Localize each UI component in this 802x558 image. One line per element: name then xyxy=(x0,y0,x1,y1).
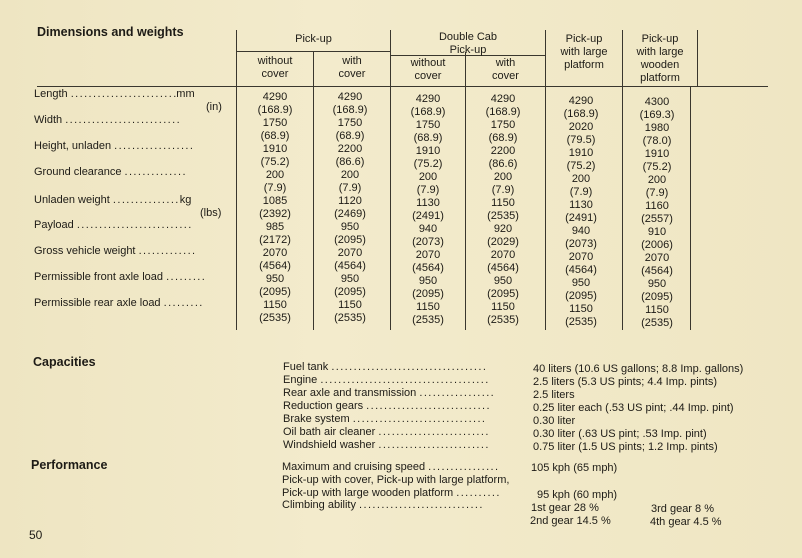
subheader-with-cover xyxy=(466,57,545,83)
data-column xyxy=(242,91,308,325)
cell: 950 xyxy=(340,273,360,285)
cell: 1750 xyxy=(337,117,363,129)
cell: (2073) xyxy=(565,238,597,250)
cell: (2073) xyxy=(412,236,444,248)
unit-label: .mm xyxy=(173,88,195,100)
group-header-line: Pick-up xyxy=(565,33,603,45)
capacity-label xyxy=(283,387,495,400)
gear-value: 4th gear 4.5 % xyxy=(650,516,722,528)
cell: 920 xyxy=(493,223,513,235)
cell: (7.9) xyxy=(416,184,440,196)
capacity-value: 2.5 liters xyxy=(533,389,575,401)
cell: (7.9) xyxy=(645,187,669,199)
capacity-label xyxy=(283,426,490,439)
capacity-label xyxy=(283,400,491,413)
capacity-label xyxy=(283,361,487,374)
capacity-value: 40 liters (10.6 US gallons; 8.8 Imp. gallons) xyxy=(533,363,744,375)
divider xyxy=(237,51,390,52)
cell: 1130 xyxy=(569,199,593,211)
cell: (86.6) xyxy=(335,156,365,168)
capacity-name: Rear axle and transmission xyxy=(283,387,417,399)
cell: 1750 xyxy=(262,117,288,129)
cell: (168.9) xyxy=(563,108,599,120)
cell: 200 xyxy=(265,169,285,181)
row-label-length xyxy=(34,88,195,101)
cell: 950 xyxy=(647,278,667,290)
row-label-text: Unladen weight xyxy=(34,194,110,206)
capacity-name: Oil bath air cleaner xyxy=(283,426,376,438)
cell: 940 xyxy=(418,223,438,235)
leader-dots: .................. xyxy=(114,140,195,152)
cell: (2557) xyxy=(641,213,673,225)
cell: (7.9) xyxy=(569,186,593,198)
cell: (2172) xyxy=(259,234,291,246)
cell: 1150 xyxy=(263,299,287,311)
cell: 1980 xyxy=(644,122,670,134)
subheader-without-cover xyxy=(391,57,465,83)
cell: (68.9) xyxy=(260,130,290,142)
leader-dots: .......................... xyxy=(76,219,193,231)
cell: (2469) xyxy=(334,208,366,220)
row-label-width xyxy=(34,114,181,127)
performance-value: 95 kph (60 mph) xyxy=(537,489,618,501)
cell: 1120 xyxy=(338,195,362,207)
divider xyxy=(313,86,314,330)
cell: 1750 xyxy=(490,119,516,131)
capacity-label xyxy=(283,439,490,452)
subheader-line: with xyxy=(495,57,516,69)
cell: (86.6) xyxy=(488,158,518,170)
cell: (75.2) xyxy=(413,158,443,170)
cell: 1150 xyxy=(416,301,440,313)
cell: (2535) xyxy=(412,314,444,326)
group-header-line: wooden xyxy=(640,59,680,71)
cell: (2095) xyxy=(412,288,444,300)
cell: 4290 xyxy=(337,91,363,103)
leader-dots: .......................... xyxy=(65,114,182,126)
row-label-text: Width xyxy=(34,114,63,126)
leader-dots: .............. xyxy=(124,166,187,178)
group-header-line: with large xyxy=(560,46,608,58)
row-label-payload xyxy=(34,219,193,232)
cell: 2070 xyxy=(644,252,670,264)
cell: (2095) xyxy=(334,234,366,246)
cell: (4564) xyxy=(259,260,291,272)
cell: 1150 xyxy=(491,301,515,313)
divider xyxy=(390,86,391,330)
row-label-height xyxy=(34,140,194,153)
divider xyxy=(690,86,691,330)
cell: 200 xyxy=(418,171,438,183)
leader-dots: .......... xyxy=(456,487,501,499)
capacity-name: Fuel tank xyxy=(283,361,329,373)
cell: (2095) xyxy=(259,286,291,298)
cell: 1130 xyxy=(416,197,440,209)
capacity-value: 0.30 liter (.63 US pint; .53 Imp. pint) xyxy=(533,428,707,440)
row-label-unladen xyxy=(34,194,191,207)
capacity-value: 0.30 liter xyxy=(533,415,576,427)
subheader-line: without xyxy=(410,57,446,69)
capacity-label xyxy=(283,374,490,387)
group-header-doublecab xyxy=(391,31,545,57)
data-column xyxy=(624,96,690,330)
subheader-without-cover xyxy=(237,55,313,81)
cell: (2029) xyxy=(487,236,519,248)
cell: 1910 xyxy=(415,145,441,157)
subheader-line: cover xyxy=(414,70,442,82)
leader-dots: ............... xyxy=(112,194,180,206)
cell: (75.2) xyxy=(566,160,596,172)
group-header-line: Pick-up xyxy=(449,44,487,56)
cell: (4564) xyxy=(412,262,444,274)
leader-dots: ...................................... xyxy=(320,374,490,386)
gear-value: 3rd gear 8 % xyxy=(651,503,714,515)
cell: 1160 xyxy=(645,200,669,212)
performance-label: Pick-up with cover, Pick-up with large platform, xyxy=(282,474,510,486)
cell: (2491) xyxy=(565,212,597,224)
group-header-large-platform xyxy=(546,33,622,72)
divider xyxy=(236,86,237,330)
cell: 950 xyxy=(265,273,285,285)
subheader-line: cover xyxy=(261,68,289,80)
cell: (168.9) xyxy=(257,104,293,116)
capacities-title: Capacities xyxy=(33,355,96,369)
divider xyxy=(622,86,623,330)
cell: (4564) xyxy=(565,264,597,276)
cell: 1085 xyxy=(262,195,288,207)
row-label-text: Permissible rear axle load xyxy=(34,297,161,309)
cell: (2095) xyxy=(565,290,597,302)
leader-dots: ............................ xyxy=(359,499,484,511)
cell: 1150 xyxy=(645,304,669,316)
page-number: 50 xyxy=(29,528,43,542)
row-label-text: Length xyxy=(34,88,68,100)
group-header-line: Double Cab xyxy=(438,31,498,43)
cell: 1150 xyxy=(569,303,593,315)
group-header-pickup: Pick-up xyxy=(295,33,332,45)
performance-value: 105 kph (65 mph) xyxy=(531,462,618,474)
cell: (7.9) xyxy=(263,182,287,194)
leader-dots: ......................... xyxy=(378,439,490,451)
leader-dots: ................. xyxy=(419,387,496,399)
cell: 200 xyxy=(647,174,667,186)
row-label-ground xyxy=(34,166,187,179)
unit-inch: (in) xyxy=(206,101,222,113)
cell: 950 xyxy=(340,221,360,233)
data-column xyxy=(548,95,614,329)
cell: 985 xyxy=(265,221,285,233)
cell: (2095) xyxy=(487,288,519,300)
cell: 2070 xyxy=(568,251,594,263)
capacity-name: Windshield washer xyxy=(283,439,376,451)
cell: (7.9) xyxy=(491,184,515,196)
leader-dots: ................ xyxy=(428,461,500,473)
cell: (68.9) xyxy=(488,132,518,144)
cell: 1150 xyxy=(491,197,515,209)
cell: (4564) xyxy=(487,262,519,274)
cell: 4290 xyxy=(415,93,441,105)
cell: 950 xyxy=(418,275,438,287)
subheader-line: with xyxy=(342,55,362,67)
cell: (168.9) xyxy=(410,106,446,118)
row-label-text: Ground clearance xyxy=(34,166,122,178)
cell: (2491) xyxy=(412,210,444,222)
cell: 2070 xyxy=(337,247,363,259)
cell: (168.9) xyxy=(332,104,368,116)
cell: (168.9) xyxy=(485,106,521,118)
capacity-name: Engine xyxy=(283,374,318,386)
capacity-name: Brake system xyxy=(283,413,350,425)
group-header-line: platform xyxy=(564,59,604,71)
cell: 2200 xyxy=(337,143,363,155)
cell: 4290 xyxy=(568,95,594,107)
row-label-text: Payload xyxy=(34,219,74,231)
group-header-line: platform xyxy=(640,72,680,84)
row-label-gross xyxy=(34,245,197,258)
performance-label xyxy=(282,461,499,474)
leader-dots: ......... xyxy=(163,297,204,309)
leader-dots: ......... xyxy=(166,271,207,283)
cell: (2095) xyxy=(641,291,673,303)
cell: (4564) xyxy=(334,260,366,272)
cell: 950 xyxy=(493,275,513,287)
row-label-text: Gross vehicle weight xyxy=(34,245,136,257)
capacity-label xyxy=(283,413,486,426)
cell: (2535) xyxy=(487,210,519,222)
divider xyxy=(465,86,466,330)
subheader-line: without xyxy=(257,55,293,67)
capacity-value: 0.75 liter (1.5 US pints; 1.2 Imp. pints) xyxy=(533,441,718,453)
cell: 1150 xyxy=(338,299,362,311)
cell: 2070 xyxy=(490,249,516,261)
row-label-text: Permissible front axle load xyxy=(34,271,164,283)
cell: 2020 xyxy=(568,121,594,133)
subheader-line: cover xyxy=(492,70,519,82)
leader-dots: ............. xyxy=(138,245,197,257)
dimensions-title: Dimensions and weights xyxy=(37,25,184,39)
leader-dots: ................................... xyxy=(331,361,488,373)
cell: (2535) xyxy=(487,314,519,326)
cell: (75.2) xyxy=(642,161,672,173)
leader-dots: ............................ xyxy=(366,400,491,412)
cell: (2535) xyxy=(259,312,291,324)
cell: 950 xyxy=(571,277,591,289)
cell: 4290 xyxy=(490,93,516,105)
cell: 200 xyxy=(571,173,591,185)
cell: (2392) xyxy=(259,208,291,220)
cell: 2070 xyxy=(415,249,441,261)
group-header-wooden-platform xyxy=(623,33,697,85)
header-rule xyxy=(37,86,768,87)
row-label-text: Height, unladen xyxy=(34,140,112,152)
group-header-line: Pick-up xyxy=(641,33,679,45)
cell: 4290 xyxy=(262,91,288,103)
cell: (7.9) xyxy=(338,182,362,194)
cell: (2535) xyxy=(334,312,366,324)
performance-text: Climbing ability xyxy=(282,499,356,511)
cell: 1910 xyxy=(262,143,288,155)
data-column xyxy=(395,93,461,327)
cell: (2535) xyxy=(565,316,597,328)
leader-dots: .............................. xyxy=(352,413,487,425)
row-label-front-axle xyxy=(34,271,206,284)
capacity-name: Reduction gears xyxy=(283,400,364,412)
divider xyxy=(545,86,546,330)
cell: (68.9) xyxy=(335,130,365,142)
subheader-with-cover xyxy=(314,55,390,81)
performance-label xyxy=(282,499,484,512)
cell: 910 xyxy=(647,226,667,238)
capacity-value: 2.5 liters (5.3 US pints; 4.4 Imp. pints) xyxy=(533,376,718,388)
performance-text: Maximum and cruising speed xyxy=(282,461,426,473)
unit-label: kg xyxy=(179,194,192,206)
unit-lbs: (lbs) xyxy=(200,207,222,219)
cell: 1910 xyxy=(644,148,670,160)
cell: 2200 xyxy=(490,145,516,157)
gear-value: 2nd gear 14.5 % xyxy=(530,515,611,527)
cell: (4564) xyxy=(641,265,673,277)
group-header-line: with large xyxy=(636,46,684,58)
cell: (78.0) xyxy=(642,135,672,147)
cell: 1750 xyxy=(415,119,441,131)
cell: 4300 xyxy=(644,96,670,108)
cell: 2070 xyxy=(262,247,288,259)
leader-dots: ......................... xyxy=(378,426,490,438)
cell: 1910 xyxy=(568,147,594,159)
cell: 200 xyxy=(340,169,360,181)
data-column xyxy=(470,93,536,327)
cell: (75.2) xyxy=(260,156,290,168)
divider xyxy=(697,30,698,86)
cell: (68.9) xyxy=(413,132,443,144)
performance-text: Pick-up with large wooden platform xyxy=(282,487,454,499)
cell: (2095) xyxy=(334,286,366,298)
data-column xyxy=(317,91,383,325)
cell: (2535) xyxy=(641,317,673,329)
cell: (79.5) xyxy=(566,134,596,146)
cell: 200 xyxy=(493,171,513,183)
row-label-rear-axle xyxy=(34,297,204,310)
subheader-line: cover xyxy=(338,68,366,80)
gear-value: 1st gear 28 % xyxy=(531,502,599,514)
leader-dots: ....................... xyxy=(70,88,174,100)
cell: (169.3) xyxy=(639,109,675,121)
performance-title: Performance xyxy=(31,458,108,472)
cell: (2006) xyxy=(641,239,673,251)
capacity-value: 0.25 liter each (.53 US pint; .44 Imp. pint) xyxy=(533,402,734,414)
cell: 940 xyxy=(571,225,591,237)
